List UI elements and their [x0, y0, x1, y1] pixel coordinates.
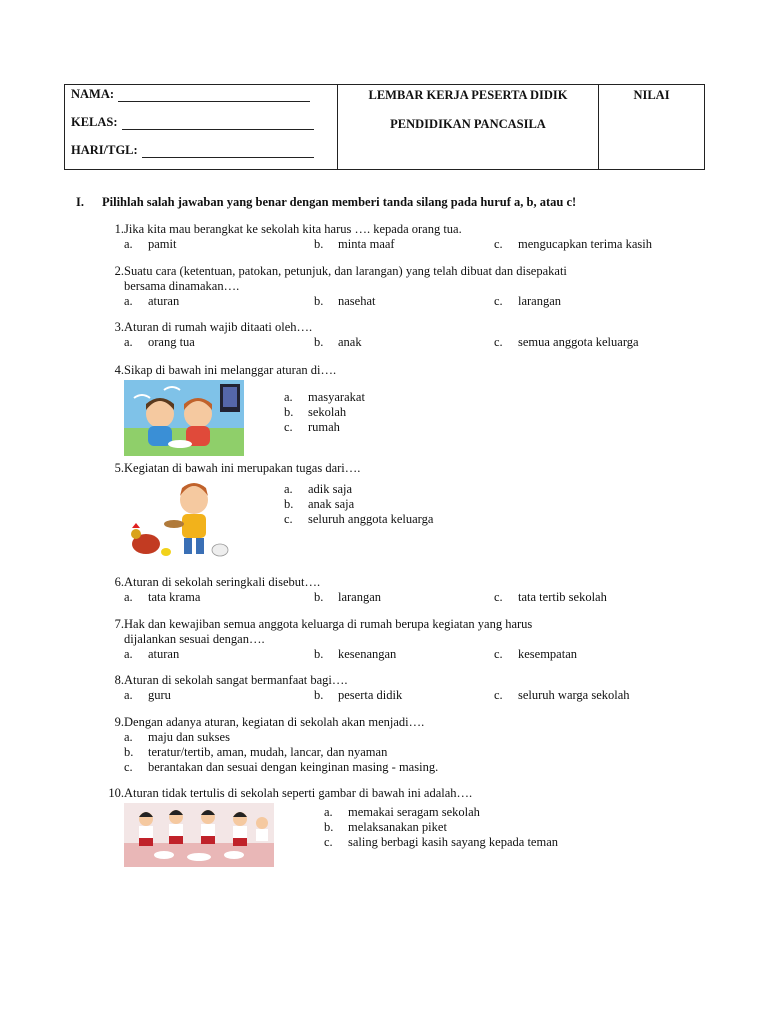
nama-field[interactable] [71, 88, 337, 102]
question-1 [102, 222, 712, 252]
question-2 [102, 264, 712, 309]
title-line1: LEMBAR KERJA PESERTA DIDIK [368, 88, 568, 102]
option-c[interactable]: c. saling berbagi kasih sayang kepada teman [324, 835, 558, 849]
kelas-line[interactable] [122, 118, 314, 130]
question-stem: Jika kita mau berangkat ke sekolah kita harus …. kepada orang tua. [124, 222, 462, 236]
question-stem-line2: bersama dinamakan…. [124, 279, 240, 293]
option-a[interactable]: a. tata krama [124, 590, 201, 604]
instruction-text: Pilihlah salah jawaban yang benar dengan memberi tanda silang pada huruf a, b, atau c! [102, 195, 577, 209]
question-stem: Dengan adanya aturan, kegiatan di sekolah akan menjadi…. [124, 715, 425, 729]
option-b[interactable]: b. anak saja [284, 497, 355, 511]
kelas-label: KELAS: [71, 115, 118, 129]
option-b[interactable]: b. larangan [314, 590, 382, 604]
question-stem: Aturan di rumah wajib ditaati oleh…. [124, 320, 313, 334]
option-a[interactable]: a. adik saja [284, 482, 353, 496]
question-stem: Aturan tidak tertulis di sekolah seperti gambar di bawah ini adalah…. [124, 786, 473, 800]
boy-feeding-chickens-picture [124, 478, 234, 564]
question-4 [102, 363, 712, 456]
children-sharing-food-picture [124, 803, 274, 867]
option-a[interactable]: a. maju dan sukses [124, 730, 230, 744]
section-number: I. [76, 195, 84, 209]
nilai-label: NILAI [633, 88, 670, 102]
question-stem: Aturan di sekolah seringkali disebut…. [124, 575, 321, 589]
haritgl-label: HARI/TGL: [71, 143, 138, 157]
option-c[interactable]: c. berantakan dan sesuai dengan keinginan masing - masing. [124, 760, 439, 774]
question-number: 3. [114, 320, 124, 334]
question-10 [102, 786, 712, 867]
question-9 [102, 715, 712, 775]
option-b[interactable]: b. teratur/tertib, aman, mudah, lancar, dan nyaman [124, 745, 388, 759]
nama-label: NAMA: [71, 87, 115, 101]
question-number: 6. [114, 575, 124, 589]
option-c[interactable]: c. seluruh warga sekolah [494, 688, 630, 702]
question-number: 9. [114, 715, 124, 729]
question-stem: Kegiatan di bawah ini merupakan tugas dari…. [124, 461, 361, 475]
question-5 [102, 461, 712, 564]
question-7 [102, 617, 712, 662]
option-a[interactable]: a. aturan [124, 647, 180, 661]
question-number: 8. [114, 673, 124, 687]
option-b[interactable]: b. nasehat [314, 294, 376, 308]
question-3 [102, 320, 712, 350]
nama-line[interactable] [118, 90, 310, 102]
question-number: 5. [114, 461, 124, 475]
option-b[interactable]: b. kesenangan [314, 647, 397, 661]
option-c[interactable]: c. rumah [284, 420, 340, 434]
question-number: 1. [114, 222, 124, 236]
option-c[interactable]: c. tata tertib sekolah [494, 590, 607, 604]
option-c[interactable]: c. mengucapkan terima kasih [494, 237, 652, 251]
option-b[interactable]: b. anak [314, 335, 362, 349]
option-a[interactable]: a. orang tua [124, 335, 195, 349]
option-b[interactable]: b. minta maaf [314, 237, 395, 251]
question-number: 7. [114, 617, 124, 631]
question-stem: Sikap di bawah ini melanggar aturan di…. [124, 363, 337, 377]
title-line2: PENDIDIKAN PANCASILA [390, 117, 546, 131]
option-c[interactable]: c. larangan [494, 294, 562, 308]
children-eating-picture [124, 380, 244, 456]
option-b[interactable]: b. melaksanakan piket [324, 820, 447, 834]
option-a[interactable]: a. masyarakat [284, 390, 365, 404]
option-a[interactable]: a. memakai seragam sekolah [324, 805, 480, 819]
question-6 [102, 575, 712, 605]
option-a[interactable]: a. pamit [124, 237, 177, 251]
option-c[interactable]: c. seluruh anggota keluarga [284, 512, 434, 526]
option-c[interactable]: c. semua anggota keluarga [494, 335, 639, 349]
question-stem: Aturan di sekolah sangat bermanfaat bagi…. [124, 673, 348, 687]
kelas-field[interactable] [71, 116, 337, 130]
option-b[interactable]: b. sekolah [284, 405, 347, 419]
question-number: 4. [114, 363, 124, 377]
question-number: 10. [108, 786, 124, 800]
header-table [64, 84, 705, 170]
haritgl-line[interactable] [142, 146, 314, 158]
haritgl-field[interactable] [71, 144, 337, 158]
question-stem: Suatu cara (ketentuan, patokan, petunjuk, dan larangan) yang telah dibuat dan disepakati [124, 264, 567, 278]
section-instruction [76, 195, 576, 210]
title-cell [338, 85, 599, 170]
student-info-cell [65, 85, 338, 170]
question-stem-line2: dijalankan sesuai dengan…. [124, 632, 265, 646]
question-stem: Hak dan kewajiban semua anggota keluarga di rumah berupa kegiatan yang harus [124, 617, 533, 631]
question-number: 2. [114, 264, 124, 278]
option-a[interactable]: a. aturan [124, 294, 180, 308]
option-b[interactable]: b. peserta didik [314, 688, 403, 702]
option-c[interactable]: c. kesempatan [494, 647, 578, 661]
option-a[interactable]: a. guru [124, 688, 171, 702]
question-8 [102, 673, 712, 703]
nilai-cell[interactable] [599, 85, 705, 170]
